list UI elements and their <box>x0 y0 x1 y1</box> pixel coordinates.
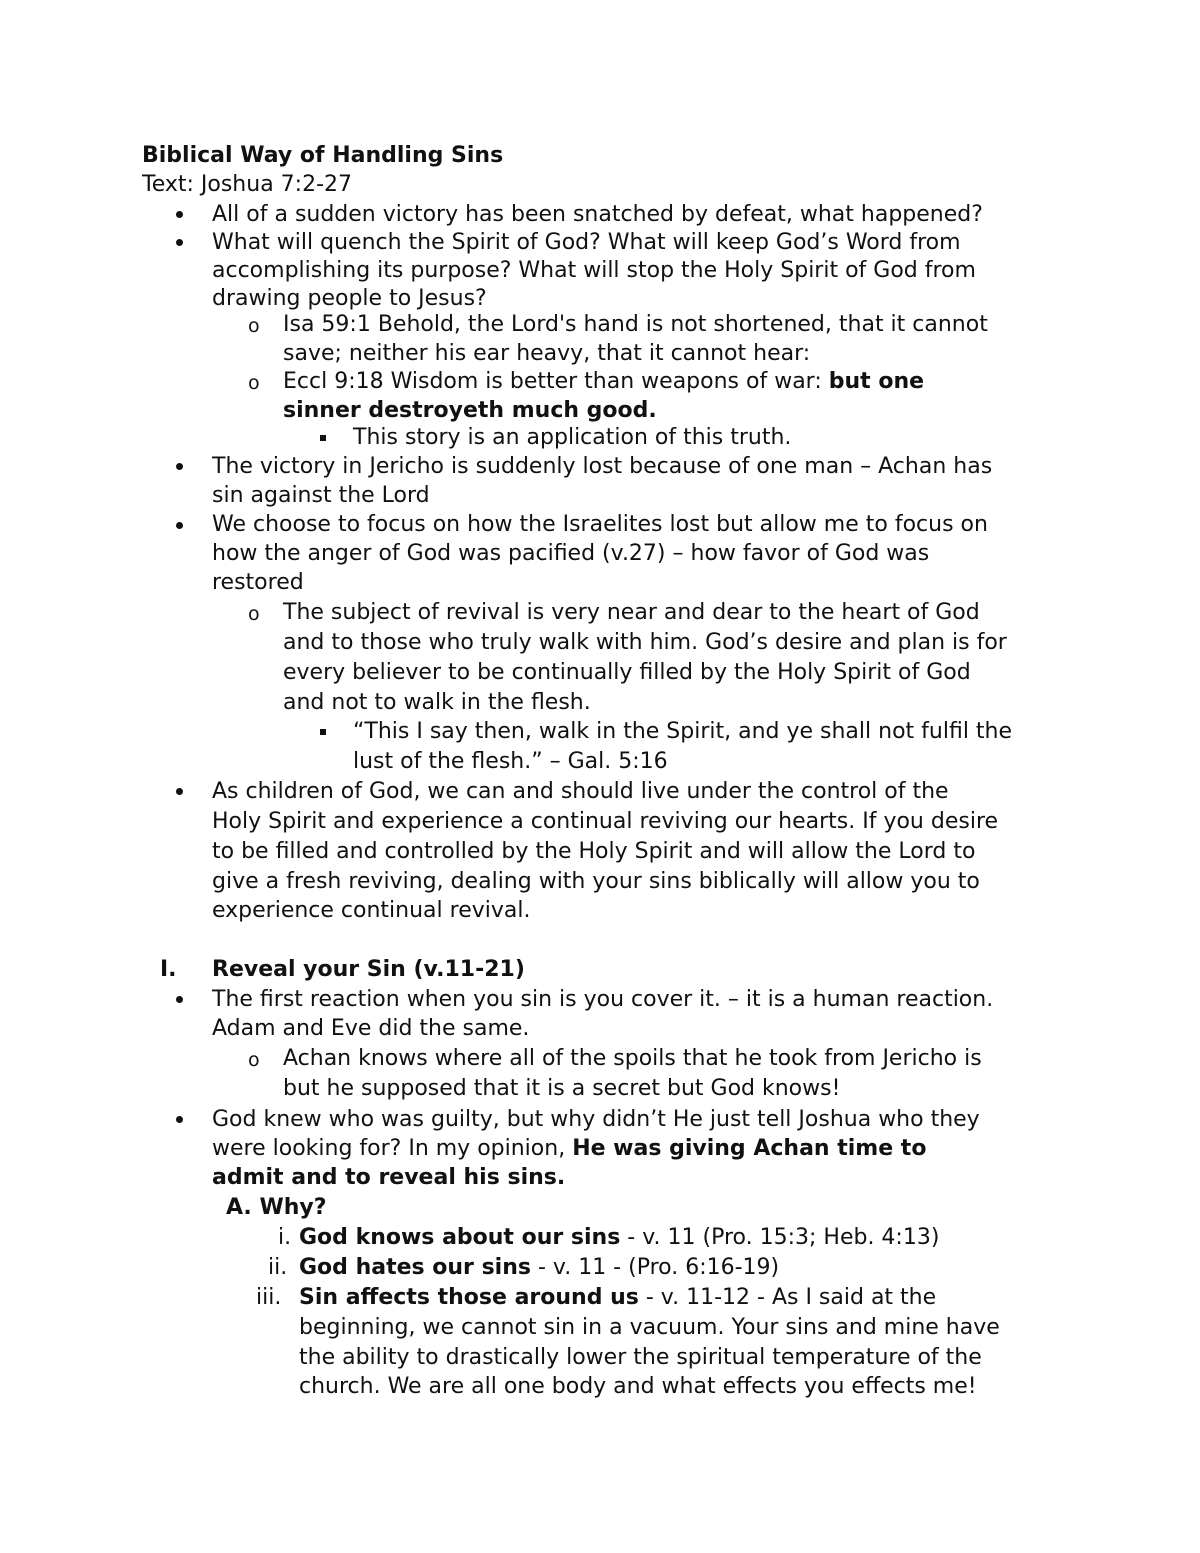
bullet-3-line-2: sin against the Lord <box>212 483 430 508</box>
document-title: Biblical Way of Handling Sins <box>142 143 504 168</box>
eccl-quote-line-1 <box>283 367 924 397</box>
bullet-2-line-1: What will quench the Spirit of God? What will keep God’s Word from <box>212 230 961 255</box>
section-numeral: I. <box>160 957 177 982</box>
revival-line-2: and to those who truly walk with him. God’s desire and plan is for <box>283 630 1007 655</box>
circle-bullet-icon: o <box>248 1049 260 1071</box>
bullet-7-line-3: admit and to reveal his sins. <box>212 1165 566 1190</box>
eccl-bold-text: but one <box>828 369 925 394</box>
bullet-icon <box>176 996 183 1003</box>
roman-3-line-1 <box>299 1283 936 1313</box>
gal-quote-line-2: lust of the flesh.” – Gal. 5:16 <box>353 749 668 774</box>
text-reference: Text: Joshua 7:2-27 <box>142 172 353 197</box>
roman-numeral: ii. <box>268 1255 288 1280</box>
bullet-5-line-3: to be filled and controlled by the Holy Spirit and will allow the Lord to <box>212 839 976 864</box>
section-heading: Reveal your Sin (v.11-21) <box>212 957 525 982</box>
bullet-4-line-3: restored <box>212 570 304 595</box>
gal-quote-line-1: “This I say then, walk in the Spirit, and ye shall not fulfil the <box>353 719 1013 744</box>
revival-line-4: and not to walk in the flesh. <box>283 690 591 715</box>
achan-line-1: Achan knows where all of the spoils that he took from Jericho is <box>283 1046 982 1071</box>
bullet-7-line-2 <box>212 1134 926 1164</box>
bullet-5-line-1: As children of God, we can and should live under the control of the <box>212 779 949 804</box>
bullet-3-line-1: The victory in Jericho is suddenly lost because of one man – Achan has <box>212 454 993 479</box>
roman-3-line-3: the ability to drastically lower the spiritual temperature of the <box>299 1345 982 1370</box>
roman-1-text <box>299 1223 939 1253</box>
bullet-1-text: All of a sudden victory has been snatched by defeat, what happened? <box>212 202 983 227</box>
revival-line-3: every believer to be continually filled by the Holy Spirit of God <box>283 660 971 685</box>
roman-3-rest: - v. 11-12 - As I said at the <box>638 1285 937 1310</box>
roman-3-line-4: church. We are all one body and what effects you effects me! <box>299 1374 977 1399</box>
roman-numeral: i. <box>278 1225 292 1250</box>
circle-bullet-icon: o <box>248 603 260 625</box>
bullet-icon <box>176 522 183 529</box>
bullet-4-line-1: We choose to focus on how the Israelites lost but allow me to focus on <box>212 512 988 537</box>
bullet-2-line-2: accomplishing its purpose? What will stop the Holy Spirit of God from <box>212 258 976 283</box>
roman-2-rest: - v. 11 - (Pro. 6:16-19) <box>530 1255 780 1280</box>
circle-bullet-icon: o <box>248 372 260 394</box>
roman-3-line-2: beginning, we cannot sin in a vacuum. Your sins and mine have <box>299 1315 1000 1340</box>
bullet-5-line-5: experience continual revival. <box>212 898 531 923</box>
bullet-2-line-3: drawing people to Jesus? <box>212 286 487 311</box>
subheading-why: A. Why? <box>226 1195 327 1220</box>
bullet-4-line-2: how the anger of God was pacified (v.27) – how favor of God was <box>212 541 930 566</box>
bullet-icon <box>176 788 183 795</box>
bullet-icon <box>176 239 183 246</box>
isa-quote-line-2: save; neither his ear heavy, that it cannot hear: <box>283 341 811 366</box>
roman-numeral: iii. <box>256 1285 282 1310</box>
roman-2-text <box>299 1253 779 1283</box>
bullet-7-line-1: God knew who was guilty, but why didn’t He just tell Joshua who they <box>212 1107 980 1132</box>
roman-3-bold: Sin affects those around us <box>299 1285 639 1310</box>
square-bullet-icon <box>320 729 326 735</box>
achan-line-2: but he supposed that it is a secret but God knows! <box>283 1076 841 1101</box>
roman-1-bold: God knows about our sins <box>299 1225 621 1250</box>
circle-bullet-icon: o <box>248 315 260 337</box>
bullet-icon <box>176 211 183 218</box>
eccl-quote-line-2: sinner destroyeth much good. <box>283 398 657 423</box>
eccl-plain-text: Eccl 9:18 Wisdom is better than weapons of war: <box>283 369 829 394</box>
bullet-5-line-4: give a fresh reviving, dealing with your sins biblically will allow you to <box>212 869 980 894</box>
square-bullet-icon <box>320 435 326 441</box>
bullet-icon <box>176 463 183 470</box>
bullet-6-line-2: Adam and Eve did the same. <box>212 1016 530 1041</box>
bullet-7-bold-text: He was giving Achan time to <box>572 1136 927 1161</box>
bullet-icon <box>176 1116 183 1123</box>
bullet-5-line-2: Holy Spirit and experience a continual reviving our hearts. If you desire <box>212 809 999 834</box>
roman-2-bold: God hates our sins <box>299 1255 531 1280</box>
bullet-6-line-1: The first reaction when you sin is you cover it. – it is a human reaction. <box>212 987 994 1012</box>
revival-line-1: The subject of revival is very near and dear to the heart of God <box>283 600 980 625</box>
bullet-7-plain-text: were looking for? In my opinion, <box>212 1136 573 1161</box>
story-application-text: This story is an application of this truth. <box>353 425 792 450</box>
isa-quote-line-1: Isa 59:1 Behold, the Lord's hand is not shortened, that it cannot <box>283 312 988 337</box>
roman-1-rest: - v. 11 (Pro. 15:3; Heb. 4:13) <box>620 1225 940 1250</box>
